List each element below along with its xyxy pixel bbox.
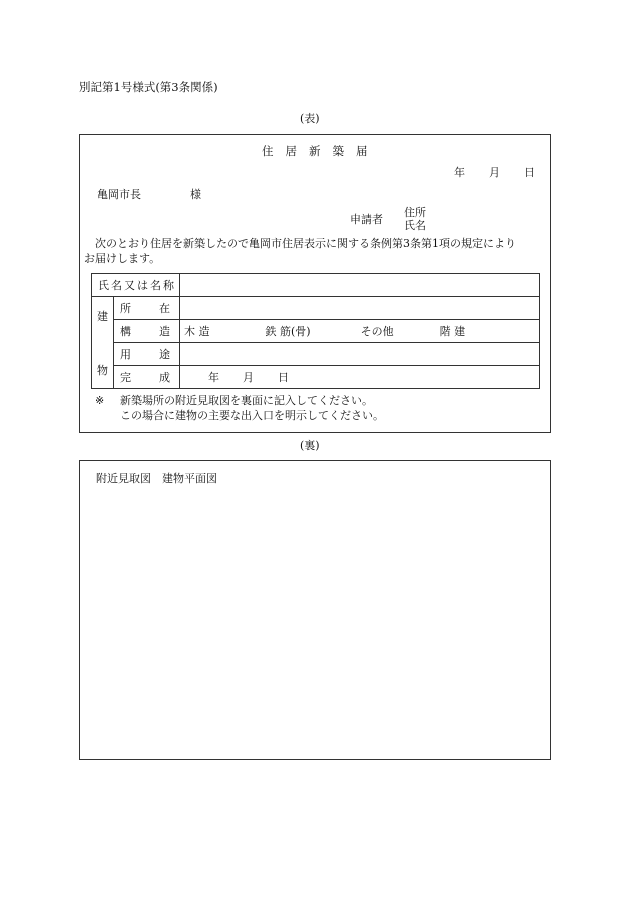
table-row bbox=[92, 343, 540, 366]
completion-label-char: 完 bbox=[120, 371, 131, 384]
table-row bbox=[92, 366, 540, 389]
structure-option-wood[interactable]: 木 造 bbox=[184, 325, 210, 338]
completion-date-cell[interactable] bbox=[180, 366, 540, 389]
applicant-address-label: 住所 bbox=[404, 206, 426, 219]
date-day-label: 日 bbox=[524, 166, 535, 179]
usage-label-char: 用 bbox=[120, 348, 131, 361]
table-row bbox=[92, 297, 540, 320]
location-value-cell[interactable] bbox=[180, 297, 540, 320]
building-label-char: 建 bbox=[97, 309, 108, 323]
building-info-table bbox=[91, 273, 540, 389]
usage-label-cell bbox=[114, 343, 180, 366]
title-char: 届 bbox=[356, 144, 368, 158]
title-char: 住 bbox=[262, 144, 274, 158]
table-row bbox=[92, 320, 540, 343]
location-label-char: 在 bbox=[159, 302, 170, 315]
location-label-cell bbox=[114, 297, 180, 320]
title-char: 居 bbox=[285, 144, 297, 158]
date-year-label: 年 bbox=[454, 166, 465, 179]
structure-option-floors[interactable]: 階 建 bbox=[439, 325, 466, 338]
note-line1: 新築場所の附近見取図を裏面に記入してください。 bbox=[120, 394, 373, 407]
title-char: 新 bbox=[309, 144, 321, 158]
building-label-char: 物 bbox=[97, 363, 108, 377]
building-label-cell bbox=[92, 297, 114, 389]
form-title bbox=[262, 146, 368, 158]
name-label-cell bbox=[92, 274, 180, 297]
applicant-name-label: 氏名 bbox=[404, 219, 426, 232]
note-line2: この場合に建物の主要な出入口を明示してください。 bbox=[120, 409, 384, 422]
structure-label-char: 構 bbox=[120, 325, 131, 338]
body-text-line2: お届けします。 bbox=[84, 252, 161, 265]
location-label-char: 所 bbox=[120, 302, 131, 315]
structure-label-cell bbox=[114, 320, 180, 343]
addressee-name: 亀岡市長 bbox=[97, 188, 141, 201]
structure-options-cell bbox=[180, 320, 540, 343]
addressee-honorific: 様 bbox=[190, 188, 201, 201]
note-mark: ※ bbox=[95, 394, 105, 407]
completion-label-char: 成 bbox=[159, 371, 170, 384]
structure-option-steel[interactable]: 鉄 筋(骨) bbox=[265, 325, 311, 338]
table-row bbox=[92, 274, 540, 297]
usage-label-char: 途 bbox=[159, 348, 170, 361]
title-char: 築 bbox=[332, 144, 344, 158]
date-month-label: 月 bbox=[489, 166, 500, 179]
completion-month-label: 月 bbox=[243, 371, 254, 384]
usage-value-cell[interactable] bbox=[180, 343, 540, 366]
completion-label-cell bbox=[114, 366, 180, 389]
back-caption: 附近見取図 建物平面図 bbox=[96, 472, 217, 485]
name-or-title-label: 氏名又は名称 bbox=[98, 279, 176, 292]
completion-year-label: 年 bbox=[208, 371, 219, 384]
structure-option-other[interactable]: その他 bbox=[360, 325, 394, 338]
form-reference: 別記第1号様式(第3条関係) bbox=[79, 80, 218, 94]
applicant-label: 申請者 bbox=[350, 213, 383, 226]
name-value-cell[interactable] bbox=[180, 274, 540, 297]
structure-label-char: 造 bbox=[159, 325, 170, 338]
completion-day-label: 日 bbox=[278, 371, 289, 384]
back-form-box[interactable] bbox=[79, 460, 551, 760]
front-side-label: (表) bbox=[300, 112, 320, 125]
back-side-label: (裏) bbox=[300, 439, 320, 452]
body-text-line1: 次のとおり住居を新築したので亀岡市住居表示に関する条例第3条第1項の規定により bbox=[95, 237, 516, 250]
